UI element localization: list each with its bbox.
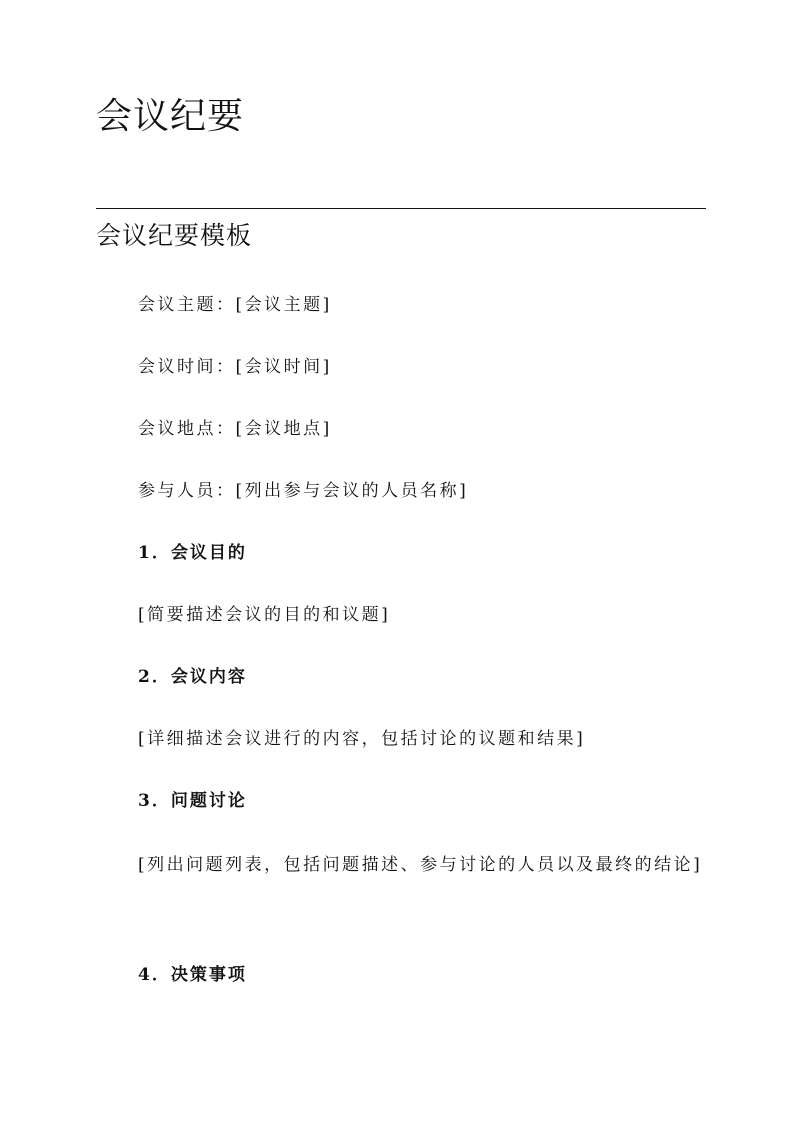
section-heading-purpose: 1．会议目的 <box>138 543 247 563</box>
section-body-discussion: [列出问题列表，包括问题描述、参与讨论的人员以及最终的结论] <box>138 855 703 875</box>
section-heading-discussion: 3．问题讨论 <box>138 791 247 811</box>
section-heading-decisions: 4．决策事项 <box>138 965 247 985</box>
title-divider <box>96 208 706 209</box>
document-title: 会议纪要 <box>96 96 245 137</box>
section-body-content: [详细描述会议进行的内容，包括讨论的议题和结果] <box>138 729 586 749</box>
section-title: 会议纪要模板 <box>96 221 253 250</box>
field-time: 会议时间：[会议时间] <box>138 357 332 377</box>
field-attendees: 参与人员：[列出参与会议的人员名称] <box>138 481 469 501</box>
section-body-purpose: [简要描述会议的目的和议题] <box>138 605 391 625</box>
section-heading-content: 2．会议内容 <box>138 667 247 687</box>
field-topic: 会议主题：[会议主题] <box>138 295 332 315</box>
field-location: 会议地点：[会议地点] <box>138 419 332 439</box>
